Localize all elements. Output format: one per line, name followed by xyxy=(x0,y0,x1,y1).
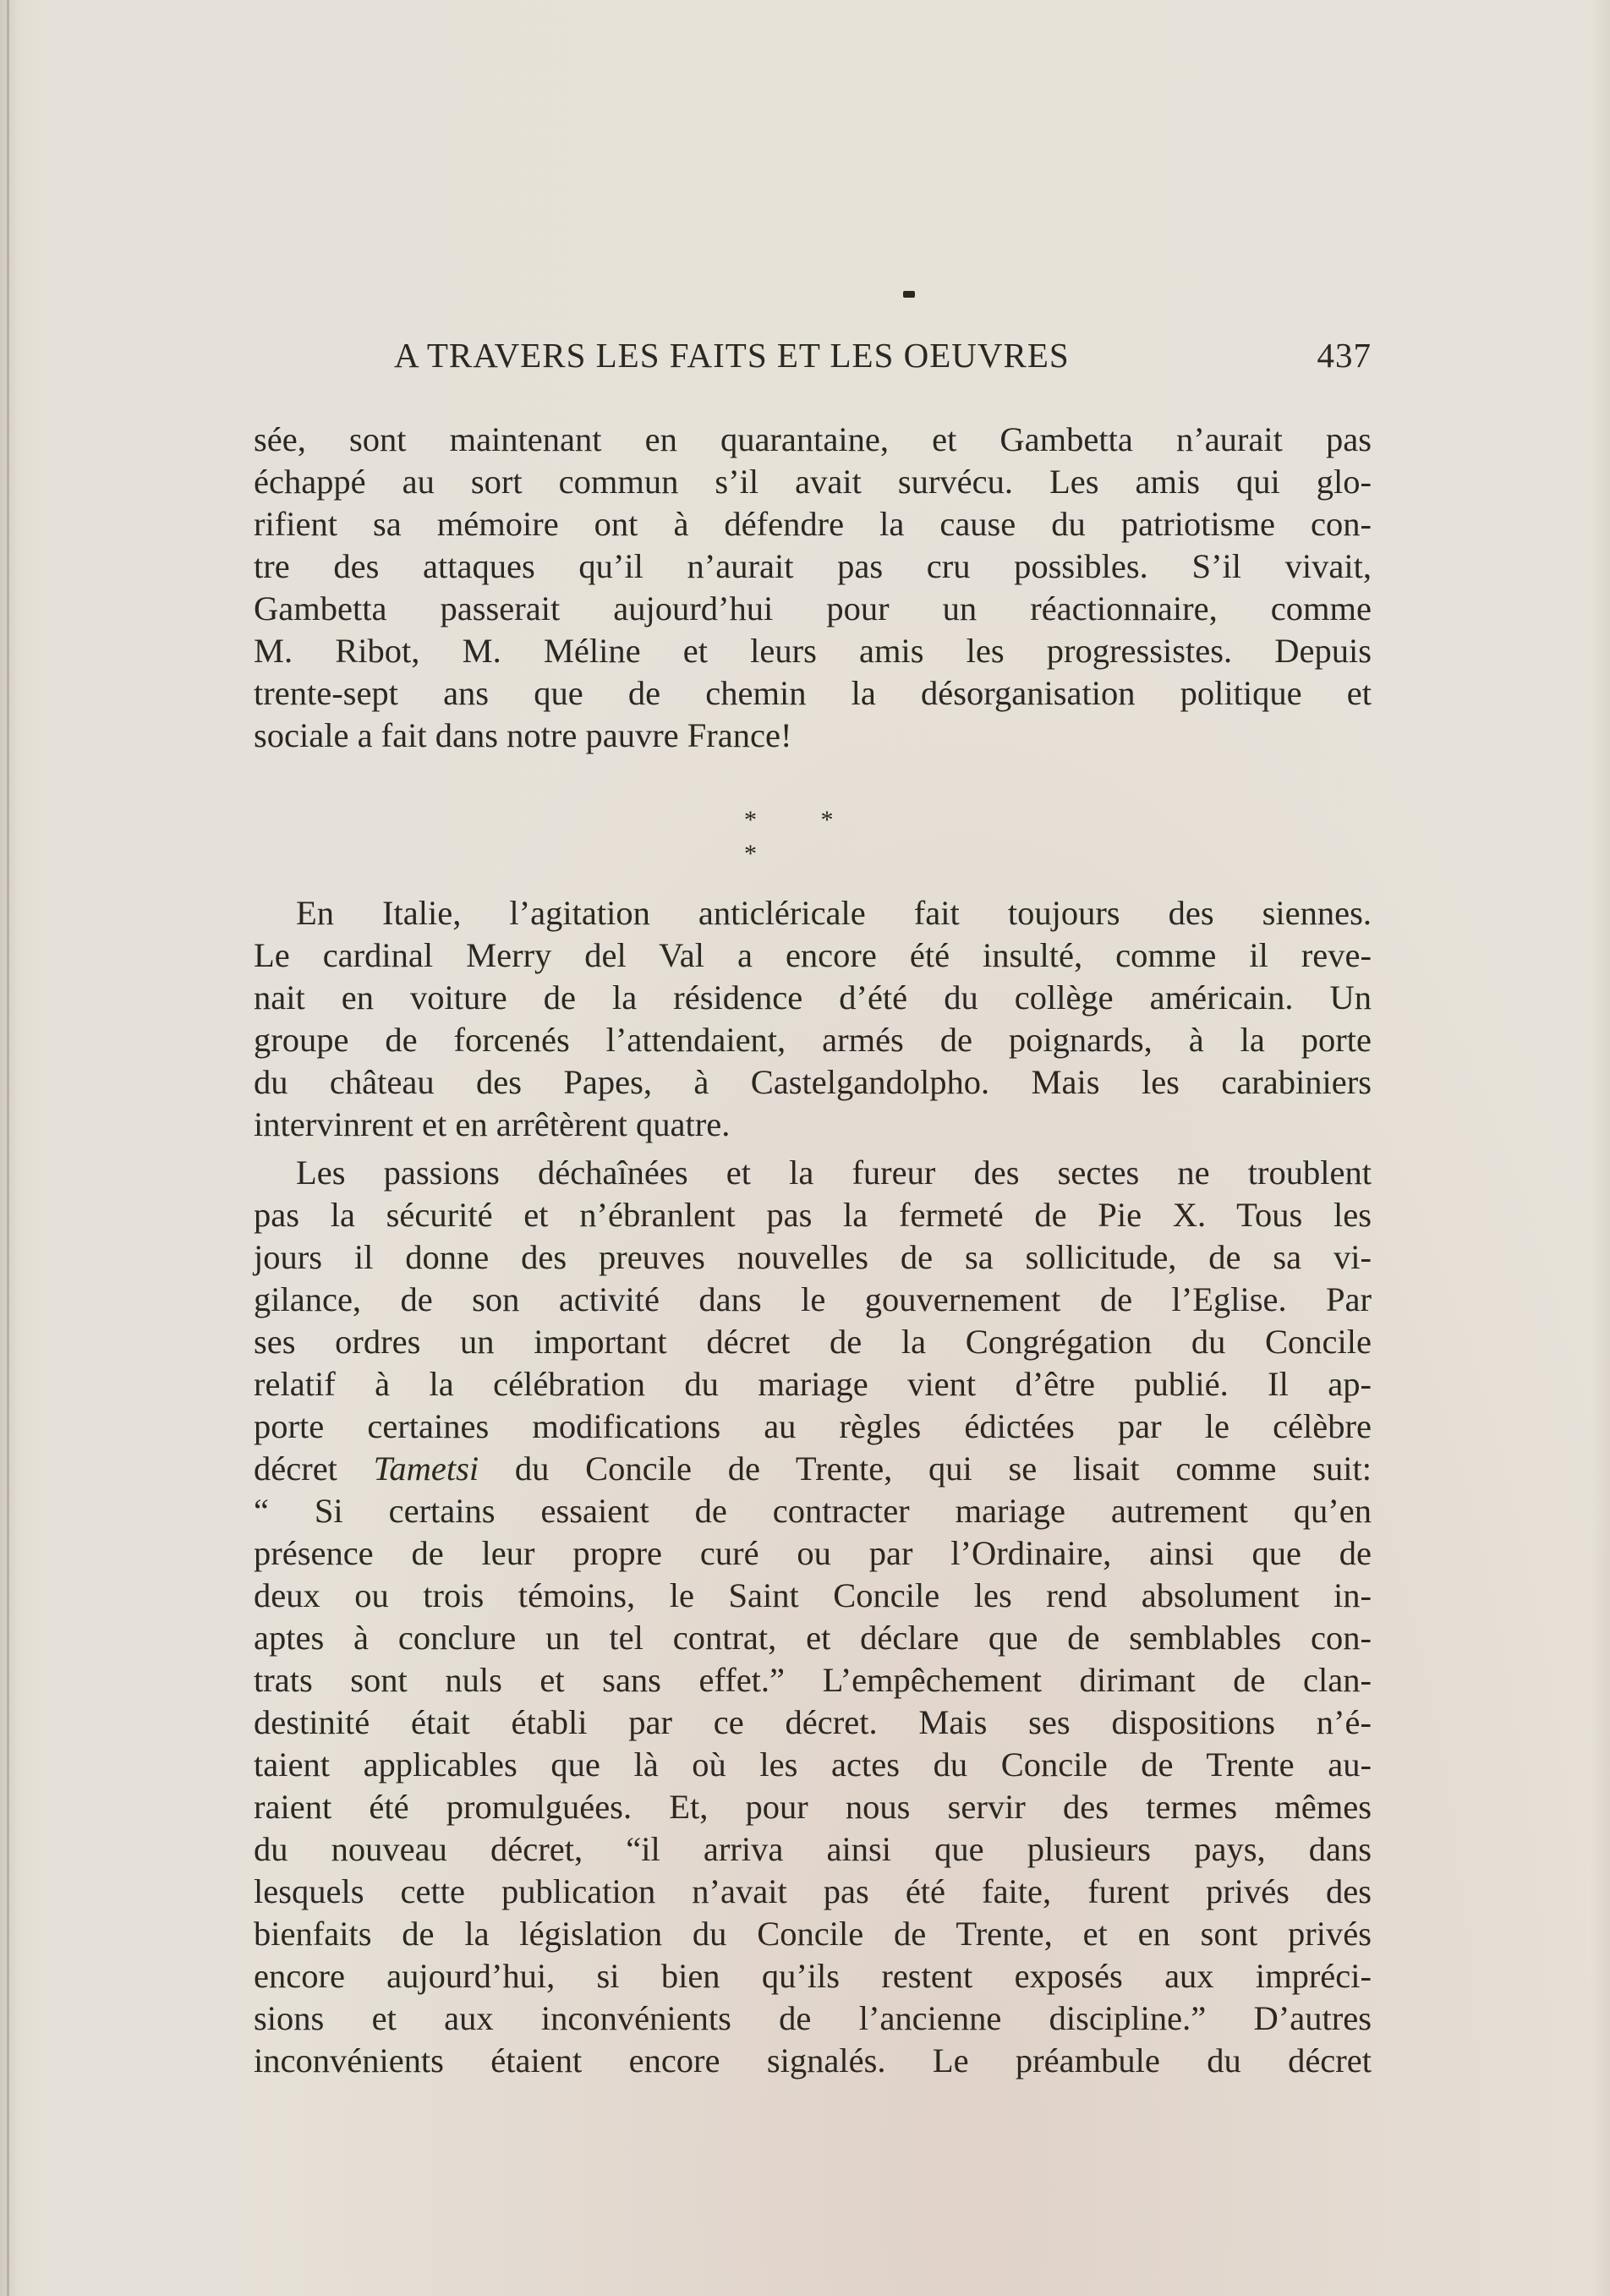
paragraph-continued xyxy=(254,419,1372,757)
text-line: taient applicables que là où les actes du Concile de Trente au- xyxy=(254,1745,1372,1784)
decree-name: Tametsi xyxy=(373,1449,479,1488)
text-line: inconvénients étaient encore signalés. Le préambule du décret xyxy=(254,2041,1372,2080)
text-line: “ Si certains essaient de contracter mariage autrement qu’en xyxy=(254,1492,1372,1530)
text-line: deux ou trois témoins, le Saint Concile les rend absolument in- xyxy=(254,1576,1372,1614)
text-line: trats sont nuls et sans effet.” L’empêchement dirimant de clan- xyxy=(254,1661,1372,1699)
text-line: ses ordres un important décret de la Congrégation du Concile xyxy=(254,1323,1372,1361)
section-separator: * * * xyxy=(744,806,862,868)
text-line: du château des Papes, à Castelgandolpho. Mais les carabiniers xyxy=(254,1063,1372,1101)
text-line: groupe de forcenés l’attendaient, armés de poignards, à la porte xyxy=(254,1021,1372,1059)
decree-prefix: décret xyxy=(254,1449,374,1488)
text-line: gilance, de son activité dans le gouvernement de l’Eglise. Par xyxy=(254,1280,1372,1318)
text-line: tre des attaques qu’il n’aurait pas cru possibles. S’il vivait, xyxy=(254,547,1372,585)
text-line: Gambetta passerait aujourd’hui pour un réactionnaire, comme xyxy=(254,589,1372,627)
text-line: trente-sept ans que de chemin la désorganisation politique et xyxy=(254,674,1372,712)
text-line: sée, sont maintenant en quarantaine, et Gambetta n’aurait pas xyxy=(254,420,1372,458)
text-line: M. Ribot, M. Méline et leurs amis les progressistes. Depuis xyxy=(254,632,1372,670)
text-line: porte certaines modifications au règles édictées par le célèbre xyxy=(254,1407,1372,1445)
paragraph-pie-x xyxy=(254,1152,1372,2082)
text-line: Les passions déchaînées et la fureur des sectes ne troublent xyxy=(296,1153,1372,1192)
text-line: échappé au sort commun s’il avait survécu. Les amis qui glo- xyxy=(254,463,1372,501)
text-line: En Italie, l’agitation anticléricale fait toujours des siennes. xyxy=(296,894,1372,932)
text-line: bienfaits de la législation du Concile de Trente, et en sont privés xyxy=(254,1915,1372,1953)
text-line: présence de leur propre curé ou par l’Ordinaire, ainsi que de xyxy=(254,1534,1372,1572)
decree-suffix: du Concile de Trente, qui se lisait comme suit: xyxy=(479,1449,1372,1488)
text-line: encore aujourd’hui, si bien qu’ils restent exposés aux impréci- xyxy=(254,1957,1372,1995)
text-line: nait en voiture de la résidence d’été du collège américain. Un xyxy=(254,978,1372,1016)
paragraph-italie xyxy=(254,892,1372,1146)
text-line: sions et aux inconvénients de l’ancienne discipline.” D’autres xyxy=(254,1999,1372,2037)
text-line: Le cardinal Merry del Val a encore été insulté, comme il reve- xyxy=(254,936,1372,974)
text-line: rifient sa mémoire ont à défendre la cause du patriotisme con- xyxy=(254,505,1372,543)
text-line: lesquels cette publication n’avait pas été faite, furent privés des xyxy=(254,1872,1372,1910)
text-line: intervinrent et en arrêtèrent quatre. xyxy=(254,1105,731,1143)
text-line: aptes à conclure un tel contrat, et déclare que de semblables con- xyxy=(254,1619,1372,1657)
running-title: A TRAVERS LES FAITS ET LES OEUVRES xyxy=(394,336,1070,375)
page-gutter-edge xyxy=(7,0,9,2296)
text-line: raient été promulguées. Et, pour nous servir des termes mêmes xyxy=(254,1788,1372,1826)
text-line: destinité était établi par ce décret. Mais ses dispositions n’é- xyxy=(254,1703,1372,1741)
page-number: 437 xyxy=(1317,336,1372,375)
text-line: relatif à la célébration du mariage vient d’être publié. Il ap- xyxy=(254,1365,1372,1403)
text-line: du nouveau décret, “il arriva ainsi que plusieurs pays, dans xyxy=(254,1830,1372,1868)
text-line: pas la sécurité et n’ébranlent pas la fermeté de Pie X. Tous les xyxy=(254,1196,1372,1234)
text-line-decree xyxy=(254,1448,1372,1490)
text-line: sociale a fait dans notre pauvre France! xyxy=(254,716,792,754)
running-header xyxy=(394,332,1372,379)
text-line: jours il donne des preuves nouvelles de sa sollicitude, de sa vi- xyxy=(254,1238,1372,1276)
ink-mark xyxy=(903,291,915,298)
